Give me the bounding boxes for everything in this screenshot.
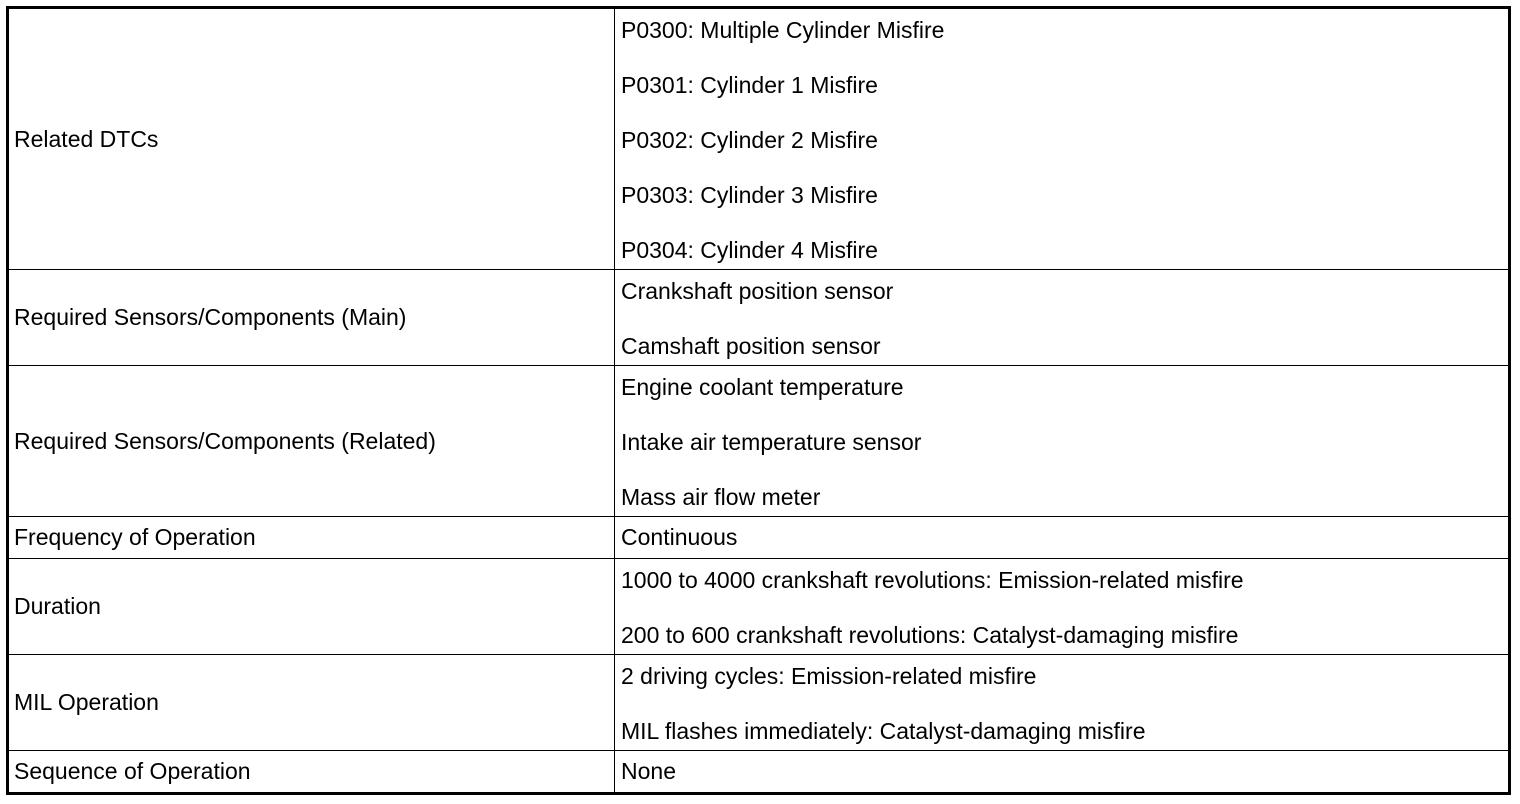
- duration-item: 200 to 600 crankshaft revolutions: Catalyst-damaging misfire: [621, 622, 1239, 648]
- dtc-item: P0304: Cylinder 4 Misfire: [621, 237, 878, 263]
- dtc-item: P0303: Cylinder 3 Misfire: [621, 182, 878, 208]
- dtc-item: P0302: Cylinder 2 Misfire: [621, 127, 878, 153]
- row-label: MIL Operation: [8, 655, 615, 751]
- frequency-value: Continuous: [621, 524, 738, 550]
- sensor-item: Intake air temperature sensor: [621, 429, 922, 455]
- sensor-item: Engine coolant temperature: [621, 374, 904, 400]
- row-label: Required Sensors/Components (Related): [8, 366, 615, 517]
- row-label: Duration: [8, 559, 615, 655]
- row-label: Frequency of Operation: [8, 517, 615, 559]
- row-values: [615, 655, 1510, 751]
- table-row-sensors-related: [8, 366, 1510, 517]
- row-label: Required Sensors/Components (Main): [8, 270, 615, 366]
- row-values: [615, 517, 1510, 559]
- mil-item: 2 driving cycles: Emission-related misfire: [621, 663, 1037, 689]
- sensor-item: Camshaft position sensor: [621, 333, 881, 359]
- duration-item: 1000 to 4000 crankshaft revolutions: Emission-related misfire: [621, 567, 1244, 593]
- table-row-duration: [8, 559, 1510, 655]
- row-label: Related DTCs: [8, 8, 615, 270]
- table-row-sequence: [8, 751, 1510, 794]
- sequence-value: None: [621, 758, 676, 784]
- row-label: Sequence of Operation: [8, 751, 615, 794]
- table-row-related-dtcs: [8, 8, 1510, 270]
- table-row-frequency: [8, 517, 1510, 559]
- table-row-sensors-main: [8, 270, 1510, 366]
- monitor-spec-table: [6, 6, 1511, 795]
- sensor-item: Mass air flow meter: [621, 484, 821, 510]
- sensor-item: Crankshaft position sensor: [621, 278, 894, 304]
- row-values: [615, 751, 1510, 794]
- row-values: [615, 8, 1510, 270]
- table-row-mil-operation: [8, 655, 1510, 751]
- mil-item: MIL flashes immediately: Catalyst-damaging misfire: [621, 718, 1146, 744]
- row-values: [615, 559, 1510, 655]
- dtc-item: P0301: Cylinder 1 Misfire: [621, 72, 878, 98]
- row-values: [615, 366, 1510, 517]
- dtc-item: P0300: Multiple Cylinder Misfire: [621, 17, 945, 43]
- row-values: [615, 270, 1510, 366]
